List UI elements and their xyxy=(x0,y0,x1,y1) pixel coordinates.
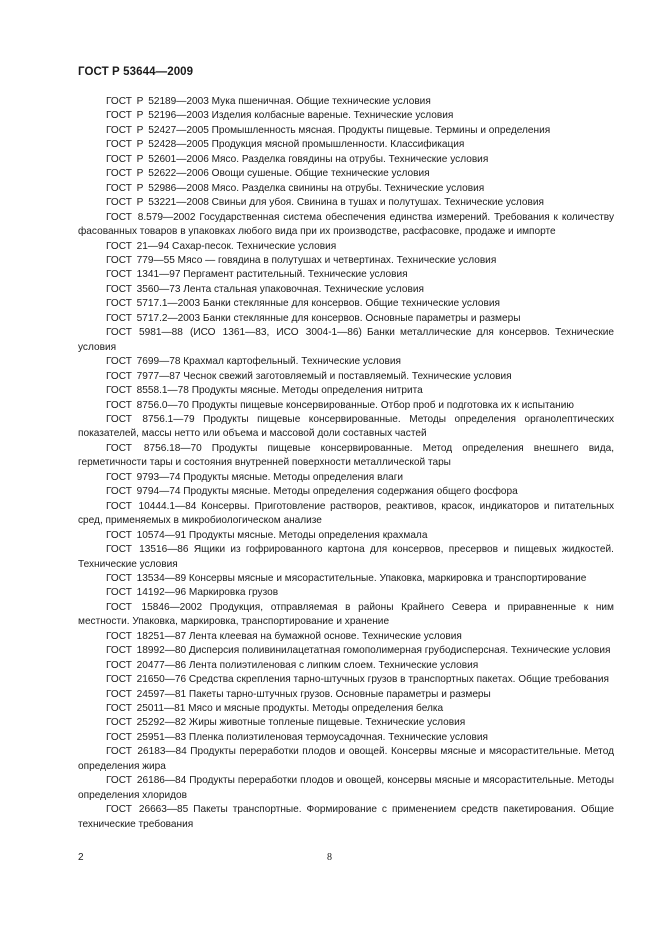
reference-item xyxy=(78,803,614,832)
reference-item xyxy=(78,240,614,254)
reference-title: Продукты пищевые консервированные. Методы определения органолептических показателей, массы нетто или объема и массовой доли составных частей xyxy=(78,413,614,440)
reference-code: ГОСТ Р 52427—2005 xyxy=(106,124,209,136)
reference-code: ГОСТ 25292—82 xyxy=(106,717,187,729)
reference-code: ГОСТ Р 52622—2006 xyxy=(106,168,209,180)
reference-code: ГОСТ 7699—78 xyxy=(106,356,181,368)
reference-code: ГОСТ 13534—89 xyxy=(106,572,187,584)
reference-title: Пленка полиэтиленовая термоусадочная. Технические условия xyxy=(188,731,488,743)
reference-item xyxy=(78,413,614,442)
reference-code: ГОСТ 9794—74 xyxy=(106,486,181,498)
reference-code: ГОСТ 25951—83 xyxy=(106,731,187,743)
reference-item xyxy=(78,124,614,138)
reference-code: ГОСТ 8756.18—70 xyxy=(106,442,202,454)
reference-code: ГОСТ 14192—96 xyxy=(106,587,187,599)
reference-title: Изделия колбасные вареные. Технические условия xyxy=(211,110,454,122)
reference-title: Мука пшеничная. Общие технические условия xyxy=(211,96,431,107)
reference-item xyxy=(78,716,614,730)
reference-item xyxy=(78,95,614,109)
reference-item xyxy=(78,500,614,529)
document-header: ГОСТ Р 53644—2009 xyxy=(78,66,194,78)
reference-code: ГОСТ 7977—87 xyxy=(106,370,181,382)
reference-code: ГОСТ 18251—87 xyxy=(106,630,187,642)
reference-code: ГОСТ 9793—74 xyxy=(106,471,181,483)
reference-code: ГОСТ 26663—85 xyxy=(106,804,189,816)
reference-code: ГОСТ 21650—76 xyxy=(106,674,187,686)
reference-title: Банки стеклянные для консервов. Основные параметры и размеры xyxy=(202,312,521,324)
reference-title: Государственная система обеспечения единства измерений. Требования к количеству фасованных товаров в упаковках любого вида при их производстве, расфасовке, продаже и импорте xyxy=(78,211,614,238)
reference-title: Продукты переработки плодов и овощей, консервы мясные и мясорастительные. Методы определения хлоридов xyxy=(78,775,614,801)
reference-item xyxy=(78,529,614,543)
reference-title: Продукция, отправляемая в районы Крайнего Севера и приравненные к ним местности. Упаковка, маркировка, транспортирование и хранение xyxy=(78,601,614,628)
reference-title: Пакеты транспортные. Формирование с применением средств пакетирования. Общие технические требования xyxy=(78,804,614,830)
reference-code: ГОСТ 26183—84 xyxy=(106,746,187,758)
reference-item xyxy=(78,485,614,499)
reference-item xyxy=(78,254,614,268)
reference-title: Пергамент растительный. Технические условия xyxy=(183,269,408,281)
reference-item xyxy=(78,543,614,572)
reference-code: ГОСТ 13516—86 xyxy=(106,544,189,556)
reference-title: Свиньи для убоя. Свинина в тушах и полутушах. Технические условия xyxy=(211,197,544,209)
reference-title: Пакеты тарно-штучных грузов. Основные параметры и размеры xyxy=(188,688,491,700)
reference-code: ГОСТ 8756.1—79 xyxy=(106,413,195,425)
reference-title: Овощи сушеные. Общие технические условия xyxy=(211,168,430,180)
reference-code: ГОСТ 10444.1—84 xyxy=(106,500,197,512)
reference-code: ГОСТ 8.579—2002 xyxy=(106,211,196,223)
reference-code: ГОСТ 18992—80 xyxy=(106,645,187,657)
reference-code: ГОСТ Р 52986—2008 xyxy=(106,182,209,194)
reference-code: ГОСТ Р 52196—2003 xyxy=(106,110,209,122)
reference-item xyxy=(78,138,614,152)
reference-title: Жиры животные топленые пищевые. Технические условия xyxy=(188,717,466,729)
reference-item xyxy=(78,673,614,687)
reference-code: ГОСТ 5717.2—2003 xyxy=(106,312,201,324)
reference-item xyxy=(78,586,614,600)
reference-title: Дисперсия поливинилацетатная гомополимерная грубодисперсная. Технические условия xyxy=(188,645,611,657)
reference-item xyxy=(78,442,614,471)
reference-item xyxy=(78,182,614,196)
normative-references-list xyxy=(78,95,614,832)
reference-item xyxy=(78,211,614,240)
reference-title: Мясо — говядина в полутушах и четвертинах. Технические условия xyxy=(177,254,497,266)
reference-title: Лента клеевая на бумажной основе. Технические условия xyxy=(188,630,462,642)
reference-item xyxy=(78,731,614,745)
reference-code: ГОСТ 15846—2002 xyxy=(106,601,203,613)
reference-title: Сахар-песок. Технические условия xyxy=(172,240,337,252)
reference-item xyxy=(78,312,614,326)
reference-code: ГОСТ 25011—81 xyxy=(106,703,186,715)
reference-title: Продукты мясные. Методы определения нитрита xyxy=(191,385,423,397)
reference-code: ГОСТ Р 53221—2008 xyxy=(106,197,209,209)
reference-item xyxy=(78,109,614,123)
reference-title: Мясо и мясные продукты. Методы определения белка xyxy=(188,703,444,715)
reference-title: Банки стеклянные для консервов. Общие технические условия xyxy=(202,298,500,310)
reference-title: Лента полиэтиленовая с липким слоем. Технические условия xyxy=(188,659,479,671)
reference-title: Продукты мясные. Методы определения влаги xyxy=(183,471,404,483)
page-number: 2 xyxy=(78,852,84,863)
reference-item xyxy=(78,153,614,167)
reference-title: Продукты мясные. Методы определения крахмала xyxy=(188,529,428,541)
reference-item xyxy=(78,297,614,311)
reference-item xyxy=(78,644,614,658)
reference-title: Чеснок свежий заготовляемый и поставляемый. Технические условия xyxy=(183,370,512,382)
reference-code: ГОСТ 21—94 xyxy=(106,240,170,252)
reference-title: Промышленность мясная. Продукты пищевые. Термины и определения xyxy=(211,124,551,136)
reference-item xyxy=(78,471,614,485)
reference-item xyxy=(78,745,614,774)
reference-item xyxy=(78,688,614,702)
reference-title: Мясо. Разделка свинины на отрубы. Технические условия xyxy=(211,182,485,194)
reference-code: ГОСТ Р 52189—2003 xyxy=(106,96,209,107)
reference-item xyxy=(78,702,614,716)
reference-item xyxy=(78,399,614,413)
reference-item xyxy=(78,384,614,398)
reference-code: ГОСТ Р 52601—2006 xyxy=(106,153,209,165)
reference-code: ГОСТ 3560—73 xyxy=(106,283,181,295)
center-mark: 8 xyxy=(327,852,332,863)
reference-item xyxy=(78,630,614,644)
reference-code: ГОСТ 10574—91 xyxy=(106,529,187,541)
reference-item xyxy=(78,167,614,181)
reference-title: Банки металлические для консервов. Технические условия xyxy=(78,327,614,353)
reference-title: Продукты переработки плодов и овощей. Консервы мясные и мясорастительные. Метод определения жира xyxy=(78,746,614,772)
reference-code: ГОСТ 1341—97 xyxy=(106,269,181,281)
reference-code: ГОСТ Р 52428—2005 xyxy=(106,139,209,151)
reference-title: Консервы. Приготовление растворов, реактивов, красок, индикаторов и питательных сред, применяемых в микробиологическом анализе xyxy=(78,500,615,527)
reference-item xyxy=(78,326,614,355)
reference-item xyxy=(78,774,614,803)
reference-title: Консервы мясные и мясорастительные. Упаковка, маркировка и транспортирование xyxy=(188,572,587,584)
reference-title: Продукты пищевые консервированные. Метод определения внешнего вида, герметичности тары и состояния внутренней поверхности металлической тары xyxy=(78,442,615,469)
reference-item xyxy=(78,268,614,282)
reference-code: ГОСТ 26186—84 xyxy=(106,775,187,787)
reference-item xyxy=(78,283,614,297)
reference-code: ГОСТ 779—55 xyxy=(106,254,175,266)
reference-code: ГОСТ 8756.0—70 xyxy=(106,399,189,411)
reference-title: Средства скрепления тарно-штучных грузов в транспортных пакетах. Общие требования xyxy=(188,674,609,686)
reference-title: Маркировка грузов xyxy=(188,587,279,599)
reference-item xyxy=(78,659,614,673)
reference-title: Продукты пищевые консервированные. Отбор проб и подготовка их к испытанию xyxy=(191,399,574,411)
reference-title: Продукты мясные. Методы определения содержания общего фосфора xyxy=(183,486,518,498)
reference-item xyxy=(78,196,614,210)
reference-item xyxy=(78,601,614,630)
reference-title: Продукция мясной промышленности. Классификация xyxy=(211,139,465,151)
reference-code: ГОСТ 8558.1—78 xyxy=(106,385,189,397)
reference-code: ГОСТ 5717.1—2003 xyxy=(106,298,201,310)
reference-title: Мясо. Разделка говядины на отрубы. Технические условия xyxy=(211,153,489,165)
reference-title: Лента стальная упаковочная. Технические условия xyxy=(183,283,424,295)
reference-code: ГОСТ 5981—88 (ИСО 1361—83, ИСО 3004-1—86) xyxy=(106,327,362,339)
reference-code: ГОСТ 20477—86 xyxy=(106,659,187,671)
reference-item xyxy=(78,572,614,586)
reference-title: Ящики из гофрированного картона для консервов, пресервов и пищевых жидкостей. Технические условия xyxy=(78,544,614,570)
reference-code: ГОСТ 24597—81 xyxy=(106,688,187,700)
reference-title: Крахмал картофельный. Технические условия xyxy=(183,356,401,368)
reference-item xyxy=(78,370,614,384)
reference-item xyxy=(78,355,614,369)
